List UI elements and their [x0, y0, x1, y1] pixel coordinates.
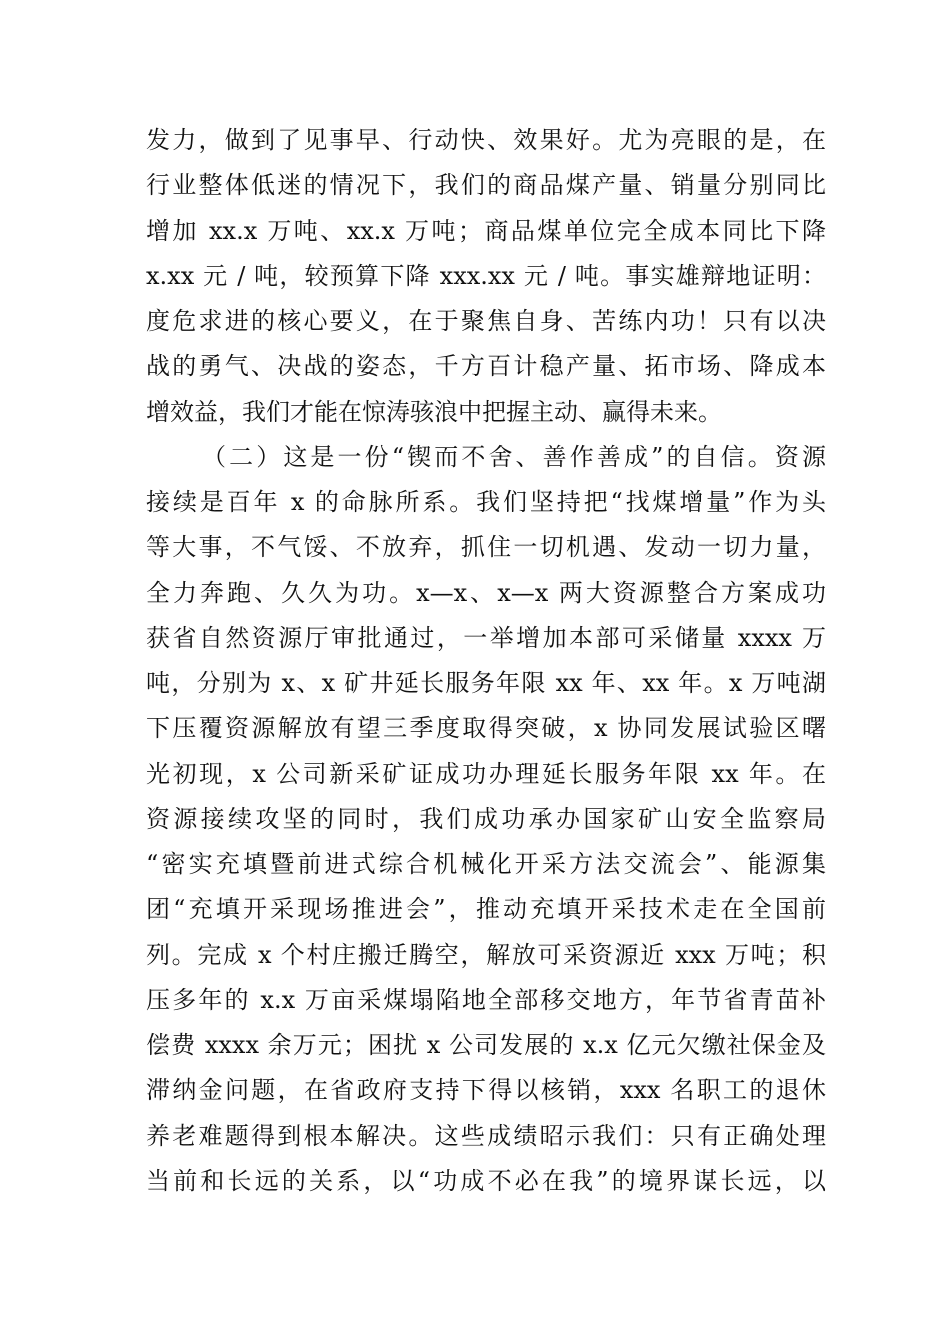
- text-line: 度危求进的核心要义，在于聚焦自身、苦练内功！只有以决: [146, 307, 826, 335]
- text-line: 偿费 xxxx 余万元；困扰 x 公司发展的 x.x 亿元欠缴社保金及: [146, 1031, 826, 1059]
- text-line: 接续是百年 x 的命脉所系。我们坚持把“找煤增量”作为头: [146, 488, 826, 516]
- text-line: 获省自然资源厅审批通过，一举增加本部可采储量 xxxx 万: [146, 623, 826, 652]
- section-heading-line: （二）这是一份“锲而不舍、善作善成”的自信。资源: [202, 442, 826, 471]
- paragraph-end-line: 增效益，我们才能在惊涛骇浪中把握主动、赢得未来。: [146, 397, 722, 426]
- text-line: 行业整体低迷的情况下，我们的商品煤产量、销量分别同比: [146, 171, 826, 200]
- text-line: 当前和长远的关系，以“功成不必在我”的境界谋长远，以: [146, 1166, 826, 1195]
- text-line: 列。完成 x 个村庄搬迁腾空，解放可采资源近 xxx 万吨；积: [146, 940, 826, 969]
- text-line: 养老难题得到根本解决。这些成绩昭示我们：只有正确处理: [146, 1121, 826, 1150]
- text-line: “密实充填暨前进式综合机械化开采方法交流会”、能源集: [146, 850, 826, 878]
- text-line: 等大事，不气馁、不放弃，抓住一切机遇、发动一切力量，: [146, 533, 826, 562]
- text-line: 滞纳金问题，在省政府支持下得以核销，xxx 名职工的退休: [146, 1076, 826, 1105]
- text-line: 资源接续攻坚的同时，我们成功承办国家矿山安全监察局: [146, 804, 826, 833]
- text-line: 增加 xx.x 万吨、xx.x 万吨；商品煤单位完全成本同比下降: [146, 216, 826, 245]
- text-line: 团“充填开采现场推进会”，推动充填开采技术走在全国前: [146, 895, 826, 924]
- text-line: 全力奔跑、久久为功。x—x、x—x 两大资源整合方案成功: [146, 578, 826, 607]
- text-line: 战的勇气、决战的姿态，千方百计稳产量、拓市场、降成本: [146, 352, 826, 381]
- body-text: [146, 118, 826, 1204]
- text-line: 压多年的 x.x 万亩采煤塌陷地全部移交地方，年节省青苗补: [146, 985, 826, 1014]
- text-line: 光初现，x 公司新采矿证成功办理延长服务年限 xx 年。在: [146, 759, 826, 788]
- text-line: x.xx 元 / 吨，较预算下降 xxx.xx 元 / 吨。事实雄辩地证明：: [146, 261, 826, 290]
- text-line: 发力，做到了见事早、行动快、效果好。尤为亮眼的是，在: [146, 126, 826, 154]
- text-line: 吨，分别为 x、x 矿井延长服务年限 xx 年、xx 年。x 万吨湖: [146, 669, 826, 697]
- text-line: 下压覆资源解放有望三季度取得突破，x 协同发展试验区曙: [146, 714, 826, 743]
